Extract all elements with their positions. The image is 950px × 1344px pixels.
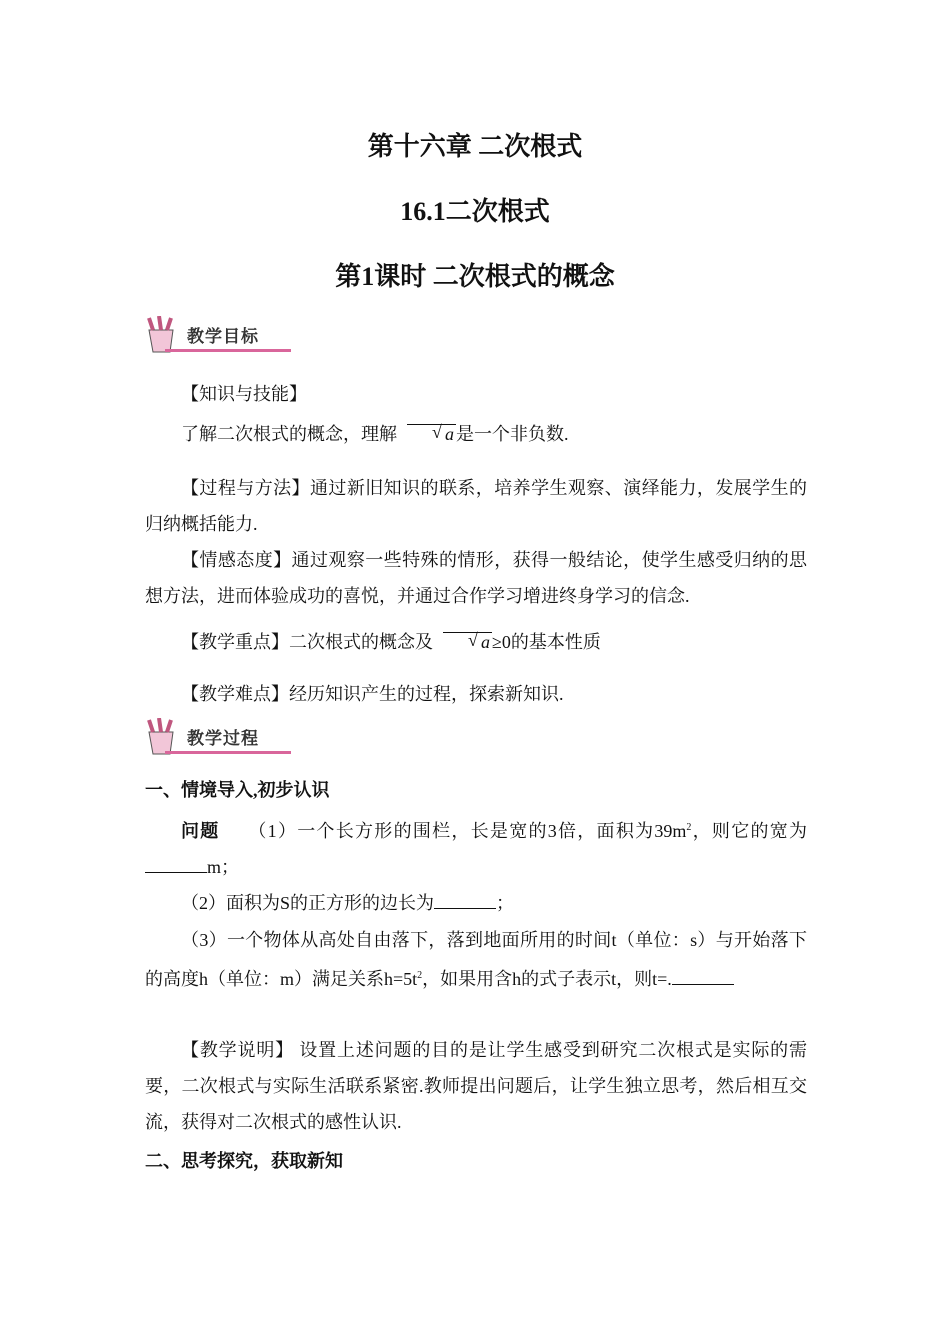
text: 二次根式的概念及 bbox=[289, 632, 433, 652]
label: 【过程与方法】 bbox=[181, 478, 310, 498]
text: 了解二次根式的概念，理解 bbox=[181, 424, 397, 444]
teaching-note bbox=[145, 1032, 807, 1140]
emotion-goal bbox=[145, 542, 807, 614]
method-goal bbox=[145, 470, 807, 542]
text: m； bbox=[207, 857, 240, 877]
section-1-heading: 一、情境导入,初步认识 bbox=[145, 780, 330, 800]
label: 【教学难点】 bbox=[181, 684, 289, 704]
process-badge bbox=[143, 718, 291, 758]
section-2-heading: 二、思考探究，获取新知 bbox=[145, 1151, 343, 1171]
question-label: 问题 bbox=[181, 821, 220, 841]
knowledge-goal-text bbox=[145, 416, 807, 452]
label: 【教学重点】 bbox=[181, 632, 289, 652]
text: 通过观察一些特殊的情形，获得一般结论，使学生感受归纳的思想方法，进而体验成功的喜悦，并通过合作学习增进终身学习的信念. bbox=[145, 550, 807, 606]
goals-badge bbox=[143, 316, 291, 356]
answer-blank bbox=[672, 968, 734, 985]
question-1 bbox=[145, 810, 807, 885]
sqrt-a: √ a bbox=[443, 632, 492, 651]
label: 【教学说明】 bbox=[181, 1040, 294, 1060]
lesson-title: 第1课时 二次根式的概念 bbox=[335, 262, 615, 291]
difficult-point bbox=[145, 676, 807, 712]
text: ，如果用含h的式子表示t，则t=. bbox=[422, 969, 672, 989]
text: （2）面积为S的正方形的边长为 bbox=[181, 893, 435, 913]
text: 通过新旧知识的联系，培养学生观察、演绎能力，发展学生的归纳概括能力. bbox=[145, 478, 808, 534]
text: （1）一个长方形的围栏，长是宽的3倍，面积为39m bbox=[248, 821, 687, 841]
sup: 2 bbox=[686, 822, 692, 833]
answer-blank bbox=[434, 892, 496, 909]
sup: 2 bbox=[417, 970, 423, 981]
text: ，则它的宽为 bbox=[691, 821, 808, 841]
text: 经历知识产生的过程，探索新知识. bbox=[289, 684, 564, 704]
question-3 bbox=[145, 922, 807, 997]
label: 【知识与技能】 bbox=[181, 384, 307, 404]
text: （3）一个物体从高处自由落下，落到地面所用的时间t（单位：s）与开始落下的高度h（单位：m）满足关系h=5t bbox=[145, 930, 807, 989]
process-badge-label: 教学过程 bbox=[187, 729, 259, 749]
answer-blank bbox=[145, 856, 207, 873]
question-2 bbox=[145, 885, 807, 921]
text: ； bbox=[496, 893, 515, 913]
key-point bbox=[145, 624, 807, 660]
text: ≥0的基本性质 bbox=[492, 632, 601, 652]
goals-badge-label: 教学目标 bbox=[187, 327, 259, 347]
text: 是一个非负数. bbox=[456, 424, 569, 444]
label: 【情感态度】 bbox=[181, 550, 292, 570]
text: 设置上述问题的目的是让学生感受到研究二次根式是实际的需要，二次根式与实际生活联系紧密.教师提出问题后，让学生独立思考，然后相互交流，获得对二次根式的感性认识. bbox=[145, 1040, 807, 1132]
chapter-title: 第十六章 二次根式 bbox=[367, 132, 583, 161]
knowledge-goal bbox=[145, 376, 807, 412]
sqrt-a: √ a bbox=[407, 424, 456, 443]
section-title: 16.1二次根式 bbox=[400, 197, 550, 226]
